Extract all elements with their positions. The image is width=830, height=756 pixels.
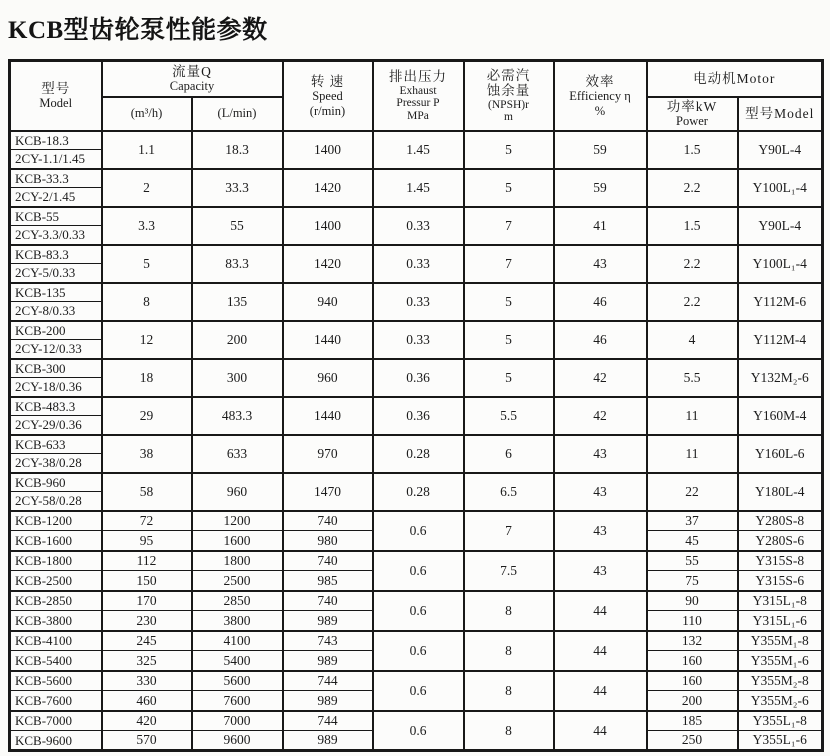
col-header-pressure-zh: 排出压力 <box>389 69 447 85</box>
motor-model-cell: Y315L₁-6 <box>738 611 823 631</box>
col-header-lmin-label: (L/min) <box>217 106 257 121</box>
pressure-cell: 0.33 <box>373 245 464 283</box>
motor-power-cell: 4 <box>647 321 738 359</box>
capacity-m3h-cell: 230 <box>102 611 192 631</box>
col-header-speed <box>283 61 373 131</box>
model-2cy-cell: 2CY-5/0.33 <box>10 264 102 283</box>
col-header-model-en: Model <box>39 96 73 111</box>
capacity-m3h-cell: 1.1 <box>102 131 192 169</box>
pump-row <box>10 473 823 492</box>
npsh-cell: 7 <box>464 245 554 283</box>
npsh-cell: 7 <box>464 207 554 245</box>
col-header-pressure-en2: Pressur P <box>396 97 440 110</box>
col-header-pressure-en1: Exhaust <box>399 84 437 97</box>
efficiency-cell: 59 <box>554 169 647 207</box>
capacity-lmin-cell: 9600 <box>192 731 283 751</box>
col-header-capacity-en: Capacity <box>169 79 215 94</box>
model-kcb-cell: KCB-7000 <box>10 711 102 731</box>
capacity-lmin-cell: 1600 <box>192 531 283 551</box>
col-header-efficiency-unit: % <box>594 103 606 118</box>
speed-cell: 989 <box>283 691 373 711</box>
col-header-npsh-unit: m <box>504 111 513 124</box>
capacity-lmin-cell: 7000 <box>192 711 283 731</box>
motor-model-cell: Y355L₁-8 <box>738 711 823 731</box>
col-header-npsh <box>464 61 554 131</box>
capacity-lmin-cell: 3800 <box>192 611 283 631</box>
speed-cell: 1400 <box>283 207 373 245</box>
pressure-cell: 0.33 <box>373 321 464 359</box>
motor-model-cell: Y355M₁-8 <box>738 631 823 651</box>
capacity-m3h-cell: 18 <box>102 359 192 397</box>
model-kcb-cell: KCB-83.3 <box>10 245 102 264</box>
col-header-m3h-label: (m³/h) <box>130 106 163 121</box>
col-header-motor-label: 电动机Motor <box>693 70 776 86</box>
model-kcb-cell: KCB-3800 <box>10 611 102 631</box>
speed-cell: 1400 <box>283 131 373 169</box>
speed-cell: 740 <box>283 591 373 611</box>
capacity-m3h-cell: 58 <box>102 473 192 511</box>
col-header-npsh-en: (NPSH)r <box>488 98 529 111</box>
pump-row <box>10 207 823 226</box>
motor-model-cell: Y132M₂-6 <box>738 359 823 397</box>
model-kcb-cell: KCB-5600 <box>10 671 102 691</box>
npsh-cell: 8 <box>464 591 554 631</box>
speed-cell: 743 <box>283 631 373 651</box>
col-header-pressure <box>373 61 464 131</box>
model-kcb-cell: KCB-135 <box>10 283 102 302</box>
table-header <box>10 61 823 131</box>
model-kcb-cell: KCB-300 <box>10 359 102 378</box>
capacity-lmin-cell: 55 <box>192 207 283 245</box>
pump-row <box>10 131 823 150</box>
motor-model-cell: Y100L₁-4 <box>738 169 823 207</box>
speed-cell: 980 <box>283 531 373 551</box>
motor-power-cell: 2.2 <box>647 283 738 321</box>
npsh-cell: 8 <box>464 631 554 671</box>
capacity-lmin-cell: 135 <box>192 283 283 321</box>
motor-model-cell: Y355M₁-6 <box>738 651 823 671</box>
capacity-lmin-cell: 633 <box>192 435 283 473</box>
speed-cell: 989 <box>283 731 373 751</box>
col-header-lmin <box>192 97 283 131</box>
pressure-cell: 0.6 <box>373 551 464 591</box>
pressure-cell: 0.6 <box>373 591 464 631</box>
npsh-cell: 8 <box>464 711 554 751</box>
motor-power-cell: 250 <box>647 731 738 751</box>
speed-cell: 1420 <box>283 169 373 207</box>
capacity-lmin-cell: 2500 <box>192 571 283 591</box>
capacity-lmin-cell: 483.3 <box>192 397 283 435</box>
pump-row <box>10 397 823 416</box>
npsh-cell: 5 <box>464 359 554 397</box>
npsh-cell: 7 <box>464 511 554 551</box>
capacity-m3h-cell: 72 <box>102 511 192 531</box>
capacity-m3h-cell: 29 <box>102 397 192 435</box>
model-kcb-cell: KCB-1600 <box>10 531 102 551</box>
model-2cy-cell: 2CY-3.3/0.33 <box>10 226 102 245</box>
motor-power-cell: 1.5 <box>647 207 738 245</box>
capacity-m3h-cell: 170 <box>102 591 192 611</box>
col-header-motor-model <box>738 97 823 131</box>
col-header-speed-unit: (r/min) <box>309 103 346 118</box>
pump-row <box>10 321 823 340</box>
speed-cell: 744 <box>283 671 373 691</box>
speed-cell: 1440 <box>283 397 373 435</box>
capacity-lmin-cell: 2850 <box>192 591 283 611</box>
speed-cell: 989 <box>283 611 373 631</box>
speed-cell: 740 <box>283 551 373 571</box>
capacity-m3h-cell: 112 <box>102 551 192 571</box>
model-kcb-cell: KCB-4100 <box>10 631 102 651</box>
motor-model-cell: Y315L₁-8 <box>738 591 823 611</box>
pump-row <box>10 245 823 264</box>
npsh-cell: 8 <box>464 671 554 711</box>
capacity-lmin-cell: 18.3 <box>192 131 283 169</box>
capacity-lmin-cell: 5600 <box>192 671 283 691</box>
pressure-cell: 0.6 <box>373 631 464 671</box>
motor-power-cell: 1.5 <box>647 131 738 169</box>
efficiency-cell: 43 <box>554 473 647 511</box>
col-header-power <box>647 97 738 131</box>
speed-cell: 744 <box>283 711 373 731</box>
motor-power-cell: 160 <box>647 651 738 671</box>
page-title: KCB型齿轮泵性能参数 <box>8 17 268 44</box>
capacity-lmin-cell: 7600 <box>192 691 283 711</box>
efficiency-cell: 41 <box>554 207 647 245</box>
col-header-speed-zh: 转 速 <box>310 73 345 89</box>
pressure-cell: 0.36 <box>373 359 464 397</box>
capacity-lmin-cell: 33.3 <box>192 169 283 207</box>
pump-row <box>10 711 823 731</box>
model-kcb-cell: KCB-2500 <box>10 571 102 591</box>
pressure-cell: 0.33 <box>373 283 464 321</box>
motor-model-cell: Y315S-6 <box>738 571 823 591</box>
col-header-model-zh: 型号 <box>41 80 71 96</box>
col-header-power-zh: 功率kW <box>666 98 718 114</box>
col-header-efficiency <box>554 61 647 131</box>
efficiency-cell: 44 <box>554 631 647 671</box>
motor-model-cell: Y160M-4 <box>738 397 823 435</box>
model-kcb-cell: KCB-33.3 <box>10 169 102 188</box>
npsh-cell: 7.5 <box>464 551 554 591</box>
col-header-capacity-zh: 流量Q <box>172 63 212 79</box>
capacity-lmin-cell: 1800 <box>192 551 283 571</box>
pressure-cell: 0.6 <box>373 711 464 751</box>
model-kcb-cell: KCB-633 <box>10 435 102 454</box>
pump-row <box>10 359 823 378</box>
model-kcb-cell: KCB-5400 <box>10 651 102 671</box>
speed-cell: 985 <box>283 571 373 591</box>
capacity-m3h-cell: 460 <box>102 691 192 711</box>
motor-model-cell: Y112M-4 <box>738 321 823 359</box>
capacity-lmin-cell: 5400 <box>192 651 283 671</box>
capacity-m3h-cell: 420 <box>102 711 192 731</box>
motor-power-cell: 200 <box>647 691 738 711</box>
motor-model-cell: Y180L-4 <box>738 473 823 511</box>
npsh-cell: 5.5 <box>464 397 554 435</box>
model-2cy-cell: 2CY-1.1/1.45 <box>10 150 102 169</box>
capacity-lmin-cell: 960 <box>192 473 283 511</box>
model-kcb-cell: KCB-9600 <box>10 731 102 751</box>
capacity-m3h-cell: 150 <box>102 571 192 591</box>
motor-model-cell: Y112M-6 <box>738 283 823 321</box>
pump-performance-table <box>8 59 824 752</box>
capacity-lmin-cell: 1200 <box>192 511 283 531</box>
model-2cy-cell: 2CY-2/1.45 <box>10 188 102 207</box>
model-kcb-cell: KCB-7600 <box>10 691 102 711</box>
npsh-cell: 5 <box>464 131 554 169</box>
npsh-cell: 5 <box>464 283 554 321</box>
pressure-cell: 1.45 <box>373 131 464 169</box>
col-header-efficiency-zh: 效率 <box>585 73 615 89</box>
pump-row <box>10 591 823 611</box>
capacity-lmin-cell: 83.3 <box>192 245 283 283</box>
motor-power-cell: 55 <box>647 551 738 571</box>
efficiency-cell: 46 <box>554 321 647 359</box>
speed-cell: 970 <box>283 435 373 473</box>
model-2cy-cell: 2CY-12/0.33 <box>10 340 102 359</box>
speed-cell: 960 <box>283 359 373 397</box>
col-header-motor-model-label: 型号Model <box>745 105 815 121</box>
pressure-cell: 0.33 <box>373 207 464 245</box>
efficiency-cell: 59 <box>554 131 647 169</box>
pump-row <box>10 169 823 188</box>
model-2cy-cell: 2CY-18/0.36 <box>10 378 102 397</box>
motor-model-cell: Y355M₂-8 <box>738 671 823 691</box>
motor-model-cell: Y160L-6 <box>738 435 823 473</box>
model-2cy-cell: 2CY-8/0.33 <box>10 302 102 321</box>
capacity-m3h-cell: 570 <box>102 731 192 751</box>
speed-cell: 1470 <box>283 473 373 511</box>
table-body <box>10 131 823 751</box>
efficiency-cell: 46 <box>554 283 647 321</box>
capacity-m3h-cell: 245 <box>102 631 192 651</box>
efficiency-cell: 43 <box>554 551 647 591</box>
motor-power-cell: 110 <box>647 611 738 631</box>
efficiency-cell: 42 <box>554 397 647 435</box>
col-header-npsh-zh2: 蚀余量 <box>486 83 531 99</box>
pump-row <box>10 671 823 691</box>
capacity-m3h-cell: 3.3 <box>102 207 192 245</box>
model-2cy-cell: 2CY-38/0.28 <box>10 454 102 473</box>
efficiency-cell: 43 <box>554 245 647 283</box>
motor-model-cell: Y90L-4 <box>738 207 823 245</box>
efficiency-cell: 44 <box>554 711 647 751</box>
capacity-lmin-cell: 200 <box>192 321 283 359</box>
motor-power-cell: 22 <box>647 473 738 511</box>
col-header-motor <box>647 61 823 97</box>
efficiency-cell: 42 <box>554 359 647 397</box>
speed-cell: 740 <box>283 511 373 531</box>
motor-model-cell: Y355L₁-6 <box>738 731 823 751</box>
model-kcb-cell: KCB-1800 <box>10 551 102 571</box>
npsh-cell: 6.5 <box>464 473 554 511</box>
col-header-pressure-unit: MPa <box>407 109 429 122</box>
capacity-m3h-cell: 95 <box>102 531 192 551</box>
model-kcb-cell: KCB-960 <box>10 473 102 492</box>
npsh-cell: 5 <box>464 321 554 359</box>
capacity-m3h-cell: 325 <box>102 651 192 671</box>
motor-power-cell: 75 <box>647 571 738 591</box>
model-kcb-cell: KCB-2850 <box>10 591 102 611</box>
pressure-cell: 0.28 <box>373 435 464 473</box>
model-2cy-cell: 2CY-29/0.36 <box>10 416 102 435</box>
col-header-npsh-zh1: 必需汽 <box>486 67 531 83</box>
motor-power-cell: 185 <box>647 711 738 731</box>
motor-power-cell: 37 <box>647 511 738 531</box>
speed-cell: 1440 <box>283 321 373 359</box>
speed-cell: 940 <box>283 283 373 321</box>
capacity-m3h-cell: 5 <box>102 245 192 283</box>
model-kcb-cell: KCB-18.3 <box>10 131 102 150</box>
efficiency-cell: 44 <box>554 671 647 711</box>
motor-power-cell: 160 <box>647 671 738 691</box>
pump-row <box>10 511 823 531</box>
pump-row <box>10 283 823 302</box>
efficiency-cell: 44 <box>554 591 647 631</box>
capacity-lmin-cell: 4100 <box>192 631 283 651</box>
pump-row <box>10 631 823 651</box>
speed-cell: 989 <box>283 651 373 671</box>
capacity-m3h-cell: 330 <box>102 671 192 691</box>
model-kcb-cell: KCB-483.3 <box>10 397 102 416</box>
col-header-speed-en: Speed <box>312 89 343 104</box>
motor-power-cell: 132 <box>647 631 738 651</box>
capacity-m3h-cell: 38 <box>102 435 192 473</box>
model-kcb-cell: KCB-1200 <box>10 511 102 531</box>
col-header-capacity <box>102 61 283 97</box>
motor-power-cell: 11 <box>647 397 738 435</box>
col-header-model <box>10 61 102 131</box>
npsh-cell: 5 <box>464 169 554 207</box>
capacity-m3h-cell: 12 <box>102 321 192 359</box>
pressure-cell: 0.6 <box>373 511 464 551</box>
efficiency-cell: 43 <box>554 435 647 473</box>
speed-cell: 1420 <box>283 245 373 283</box>
col-header-power-en: Power <box>676 114 708 129</box>
capacity-lmin-cell: 300 <box>192 359 283 397</box>
pressure-cell: 0.36 <box>373 397 464 435</box>
efficiency-cell: 43 <box>554 511 647 551</box>
motor-model-cell: Y90L-4 <box>738 131 823 169</box>
motor-power-cell: 5.5 <box>647 359 738 397</box>
pressure-cell: 1.45 <box>373 169 464 207</box>
motor-power-cell: 90 <box>647 591 738 611</box>
col-header-m3h <box>102 97 192 131</box>
motor-power-cell: 11 <box>647 435 738 473</box>
motor-model-cell: Y100L₁-4 <box>738 245 823 283</box>
motor-power-cell: 45 <box>647 531 738 551</box>
motor-model-cell: Y280S-6 <box>738 531 823 551</box>
npsh-cell: 6 <box>464 435 554 473</box>
pressure-cell: 0.28 <box>373 473 464 511</box>
motor-model-cell: Y355M₂-6 <box>738 691 823 711</box>
motor-power-cell: 2.2 <box>647 169 738 207</box>
col-header-efficiency-en: Efficiency η <box>569 89 631 104</box>
model-kcb-cell: KCB-200 <box>10 321 102 340</box>
pressure-cell: 0.6 <box>373 671 464 711</box>
header-row-top <box>10 61 823 97</box>
capacity-m3h-cell: 2 <box>102 169 192 207</box>
pump-row <box>10 551 823 571</box>
capacity-m3h-cell: 8 <box>102 283 192 321</box>
motor-model-cell: Y280S-8 <box>738 511 823 531</box>
motor-model-cell: Y315S-8 <box>738 551 823 571</box>
motor-power-cell: 2.2 <box>647 245 738 283</box>
model-2cy-cell: 2CY-58/0.28 <box>10 492 102 511</box>
model-kcb-cell: KCB-55 <box>10 207 102 226</box>
pump-row <box>10 435 823 454</box>
